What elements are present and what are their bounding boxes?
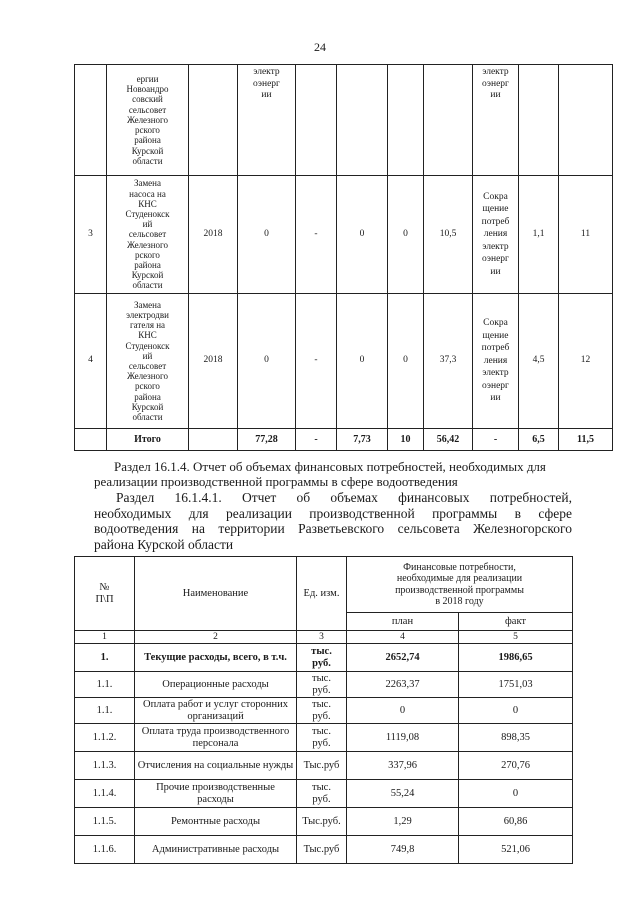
header-row bbox=[75, 557, 573, 613]
table-row: 3 Замена насоса на КНС Студенокск ий сельсовет Железного рского района Курской области 2018 0 - 0 0 10,5 Сокра щение потреб ления электр оэнерг ии 1,1 11 bbox=[75, 176, 613, 294]
finance-needs-table bbox=[74, 556, 573, 864]
header-name: Наименование bbox=[135, 557, 297, 631]
table-row bbox=[75, 65, 613, 176]
effect-cell: Сокра щение потреб ления электр оэнерг ии bbox=[473, 294, 519, 429]
table-row: 1.1.5. Ремонтные расходы Тыс.руб. 1,29 60,86 bbox=[75, 808, 573, 836]
section-heading-16-1-4-1: Раздел 16.1.4.1. Отчет об объемах финансовых потребностей, необходимых для реализации производственной программы в сфере водоотведения на территории Разветьевского сельсовета Железногорского района Курской области bbox=[94, 490, 572, 552]
header-fact: факт bbox=[459, 613, 573, 631]
column-index-row: 1 2 3 4 5 bbox=[75, 631, 573, 644]
effect-cell: электр оэнерг ии bbox=[473, 65, 519, 176]
header-needs: Финансовые потребности, необходимые для реализации производственной программы в 2018 году bbox=[347, 557, 573, 613]
investment-table bbox=[74, 64, 613, 451]
object-name-cell: Замена электродви гателя на КНС Студенокск ий сельсовет Железного рского района Курской области bbox=[107, 294, 189, 429]
table-row: 1.1.3. Отчисления на социальные нужды Тыс.руб 337,96 270,76 bbox=[75, 752, 573, 780]
measure-cell: электр оэнерг ии bbox=[238, 65, 296, 176]
table-row: 1.1. Оплата работ и услуг сторонних организаций тыс. руб. 0 0 bbox=[75, 698, 573, 724]
page-number: 24 bbox=[314, 40, 326, 54]
header-unit: Ед. изм. bbox=[297, 557, 347, 631]
total-row: Итого 77,28 - 7,73 10 56,42 - 6,5 11,5 bbox=[75, 429, 613, 451]
table-row: 1.1. Операционные расходы тыс. руб. 2263,37 1751,03 bbox=[75, 672, 573, 698]
table-row: 1. Текущие расходы, всего, в т.ч. тыс. руб. 2652,74 1986,65 bbox=[75, 644, 573, 672]
header-plan: план bbox=[347, 613, 459, 631]
table-row: 4 Замена электродви гателя на КНС Студенокск ий сельсовет Железного рского района Курской области 2018 0 - 0 0 37,3 Сокра щение потреб ления электр оэнерг ии 4,5 12 bbox=[75, 294, 613, 429]
header-num: № П\П bbox=[75, 557, 135, 631]
section-heading-16-1-4: Раздел 16.1.4. Отчет об объемах финансовых потребностей, необходимых для реализации производственной программы в сфере водоотведения bbox=[94, 459, 546, 489]
table-row: 1.1.4. Прочие производственные расходы тыс. руб. 55,24 0 bbox=[75, 780, 573, 808]
object-name-cell: ергии Новоандро совский сельсовет Железного рского района Курской области bbox=[107, 65, 189, 176]
effect-cell: Сокра щение потреб ления электр оэнерг ии bbox=[473, 176, 519, 294]
table-row: 1.1.2. Оплата труда производственного персонала тыс. руб. 1119,08 898,35 bbox=[75, 724, 573, 752]
table-row: 1.1.6. Административные расходы Тыс.руб 749,8 521,06 bbox=[75, 836, 573, 864]
object-name-cell: Замена насоса на КНС Студенокск ий сельсовет Железного рского района Курской области bbox=[107, 176, 189, 294]
